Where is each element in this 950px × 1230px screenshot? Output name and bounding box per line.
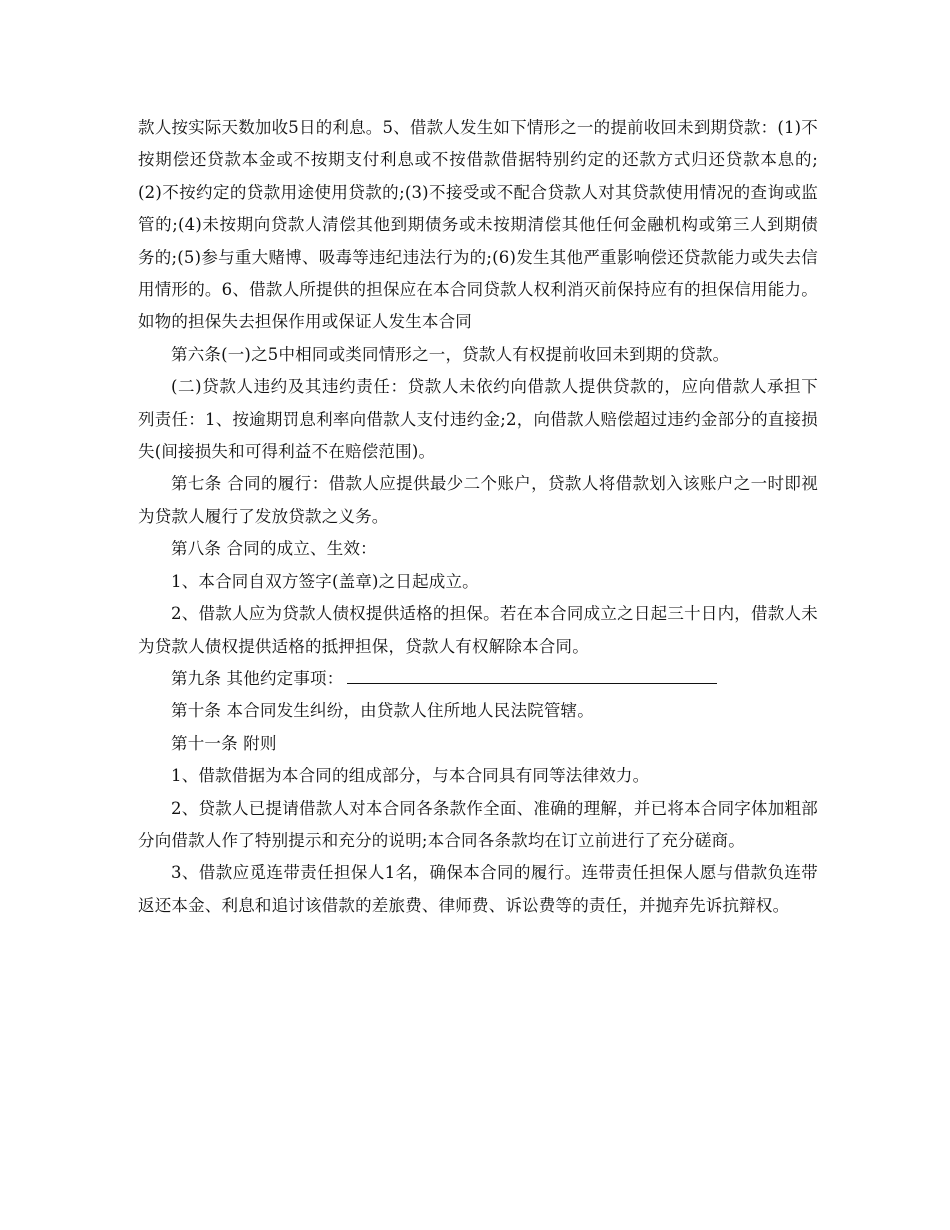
- paragraph-article-6-b: (二)贷款人违约及其违约责任：贷款人未依约向借款人提供贷款的，应向借款人承担下列责任：1、按逾期罚息利率向借款人支付违约金;2，向借款人赔偿超过违约金部分的直接损失(间接损失和可得利益不在赔偿范围)。: [138, 377, 818, 462]
- paragraph-article-7: 第七条 合同的履行：借款人应提供最少二个账户，贷款人将借款划入该账户之一时即视为贷款人履行了发放贷款之义务。: [138, 474, 818, 526]
- paragraph-article-8-heading: 第八条 合同的成立、生效：: [171, 539, 377, 559]
- paragraph-article-11-item-1: 1、借款借据为本合同的组成部分，与本合同具有同等法律效力。: [171, 766, 650, 786]
- contract-body: [138, 112, 818, 922]
- paragraph-article-11-heading: 第十一条 附则: [171, 733, 277, 753]
- paragraph-article-11-item-3: 3、借款应觅连带责任担保人1名，确保本合同的履行。连带责任担保人愿与借款负连带返还本金、利息和追讨该借款的差旅费、律师费、诉讼费等的责任，并抛弃先诉抗辩权。: [138, 863, 818, 915]
- paragraph-article-11-item-2: 2、贷款人已提请借款人对本合同各条款作全面、准确的理解，并已将本合同字体加粗部分向借款人作了特别提示和充分的说明;本合同各条款均在订立前进行了充分磋商。: [138, 798, 818, 850]
- paragraph-article-10: 第十条 本合同发生纠纷，由贷款人住所地人民法院管辖。: [171, 701, 594, 721]
- paragraph-article-6-a: 第六条(一)之5中相同或类同情形之一，贷款人有权提前收回未到期的贷款。: [171, 344, 730, 364]
- paragraph-article-9: [138, 663, 818, 695]
- article-9-label: 第九条 其他约定事项：: [171, 668, 344, 688]
- paragraph-article-8-item-1: 1、本合同自双方签字(盖章)之日起成立。: [171, 571, 479, 591]
- paragraph-article-8-item-2: 2、借款人应为贷款人债权提供适格的担保。若在本合同成立之日起三十日内，借款人未为贷款人债权提供适格的抵押担保，贷款人有权解除本合同。: [138, 604, 818, 656]
- article-9-blank-line: [347, 665, 717, 684]
- paragraph-continuation: 款人按实际天数加收5日的利息。5、借款人发生如下情形之一的提前收回未到期贷款：(1)不按期偿还贷款本金或不按期支付利息或不按借款借据特别约定的还款方式归还贷款本息的;(2)不按约定的贷款用途使用贷款的;(3)不接受或不配合贷款人对其贷款使用情况的查询或监管的;(4)未按期向贷款人清偿其他到期债务或未按期清偿其他任何金融机构或第三人到期债务的;(5)参与重大赌博、吸毒等违纪违法行为的;(6)发生其他严重影响偿还贷款能力或失去信用情形的。6、借款人所提供的担保应在本合同贷款人权利消灭前保持应有的担保信用能力。如物的担保失去担保作用或保证人发生本合同: [138, 118, 818, 332]
